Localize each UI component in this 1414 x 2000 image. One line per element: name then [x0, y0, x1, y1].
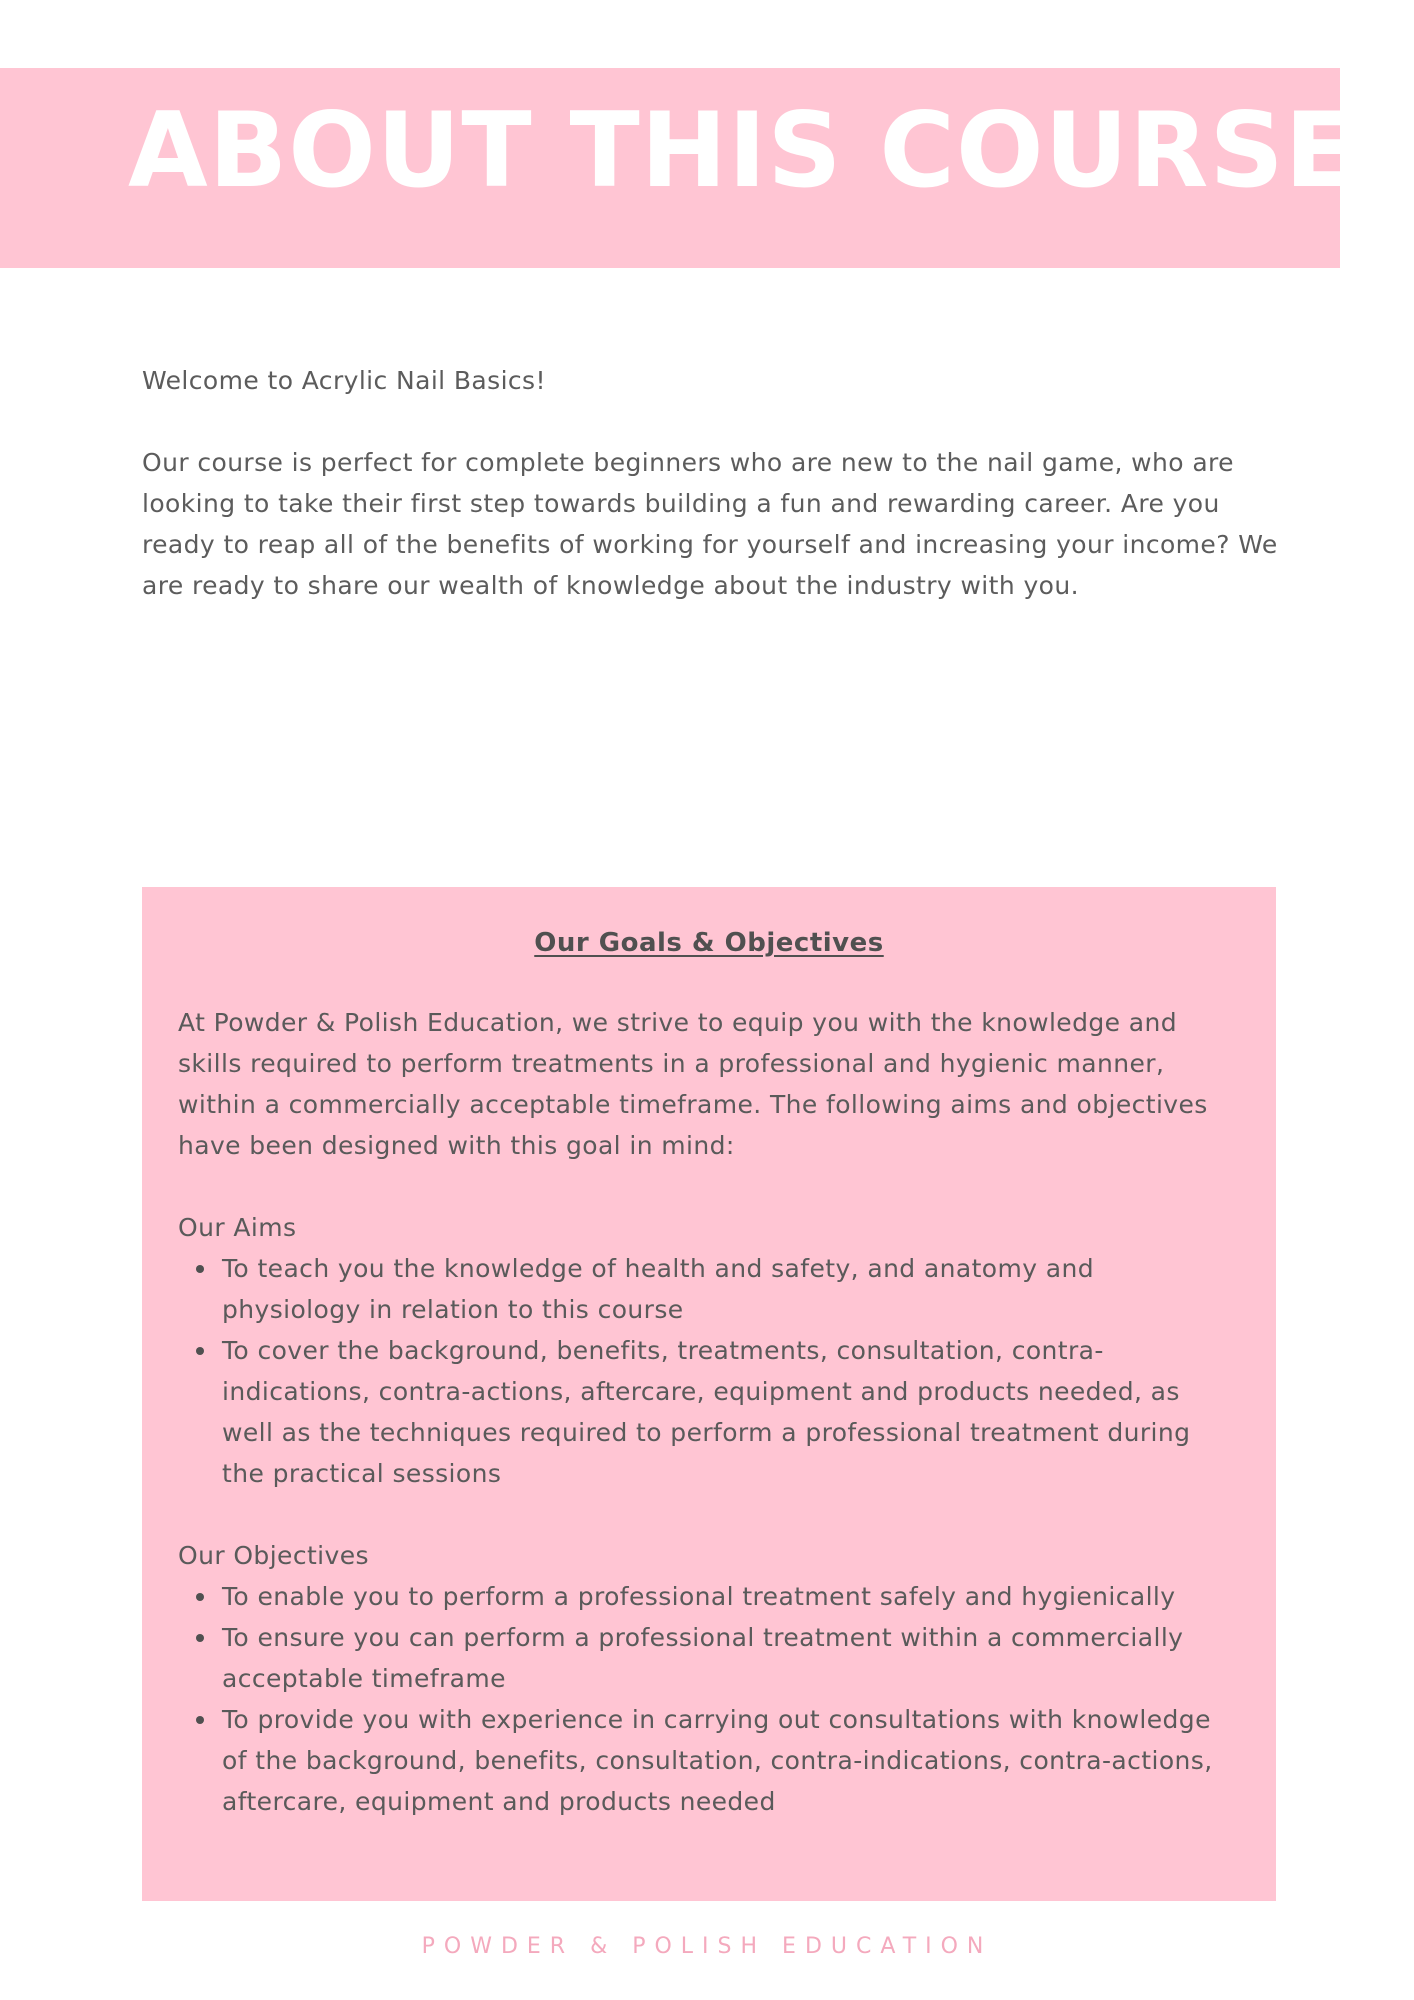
- aims-list: [178, 1248, 1228, 1494]
- welcome-text: Welcome to Acrylic Nail Basics!: [142, 366, 546, 395]
- footer-brand: POWDER & POLISH EDUCATION: [421, 1934, 993, 1959]
- objectives-heading: Our Objectives: [178, 1541, 369, 1570]
- objectives-list: [178, 1576, 1228, 1822]
- list-item: To cover the background, benefits, treatments, consultation, contra-indications, contra-actions, aftercare, equipment and products needed, as well as the techniques required to perform a professional treatment during the practical sessions: [222, 1330, 1228, 1494]
- list-item: To enable you to perform a professional treatment safely and hygienically: [222, 1576, 1228, 1617]
- aims-heading: Our Aims: [178, 1213, 297, 1242]
- intro-paragraph: Our course is perfect for complete beginners who are new to the nail game, who are looking to take their first step towards building a fun and rewarding career. Are you ready to reap all of the benefits of working for yourself and increasing your income? We are ready to share our wealth of knowledge about the industry with you.: [142, 448, 1278, 600]
- goals-box: [142, 887, 1276, 1901]
- list-item: To teach you the knowledge of health and safety, and anatomy and physiology in relation to this course: [222, 1248, 1228, 1330]
- goals-body: [178, 1002, 1228, 1822]
- goals-paragraph: At Powder & Polish Education, we strive to equip you with the knowledge and skills required to perform treatments in a professional and hygienic manner, within a commercially acceptable timeframe. The following aims and objectives have been designed with this goal in mind:: [178, 1008, 1208, 1160]
- list-item: To provide you with experience in carrying out consultations with knowledge of the background, benefits, consultation, contra-indications, contra-actions, aftercare, equipment and products needed: [222, 1699, 1228, 1822]
- list-item: To ensure you can perform a professional treatment within a commercially acceptable timeframe: [222, 1617, 1228, 1699]
- intro-section: [142, 360, 1292, 606]
- goals-title: Our Goals & Objectives: [534, 928, 884, 958]
- page-title: ABOUT THIS COURSE: [128, 91, 1357, 211]
